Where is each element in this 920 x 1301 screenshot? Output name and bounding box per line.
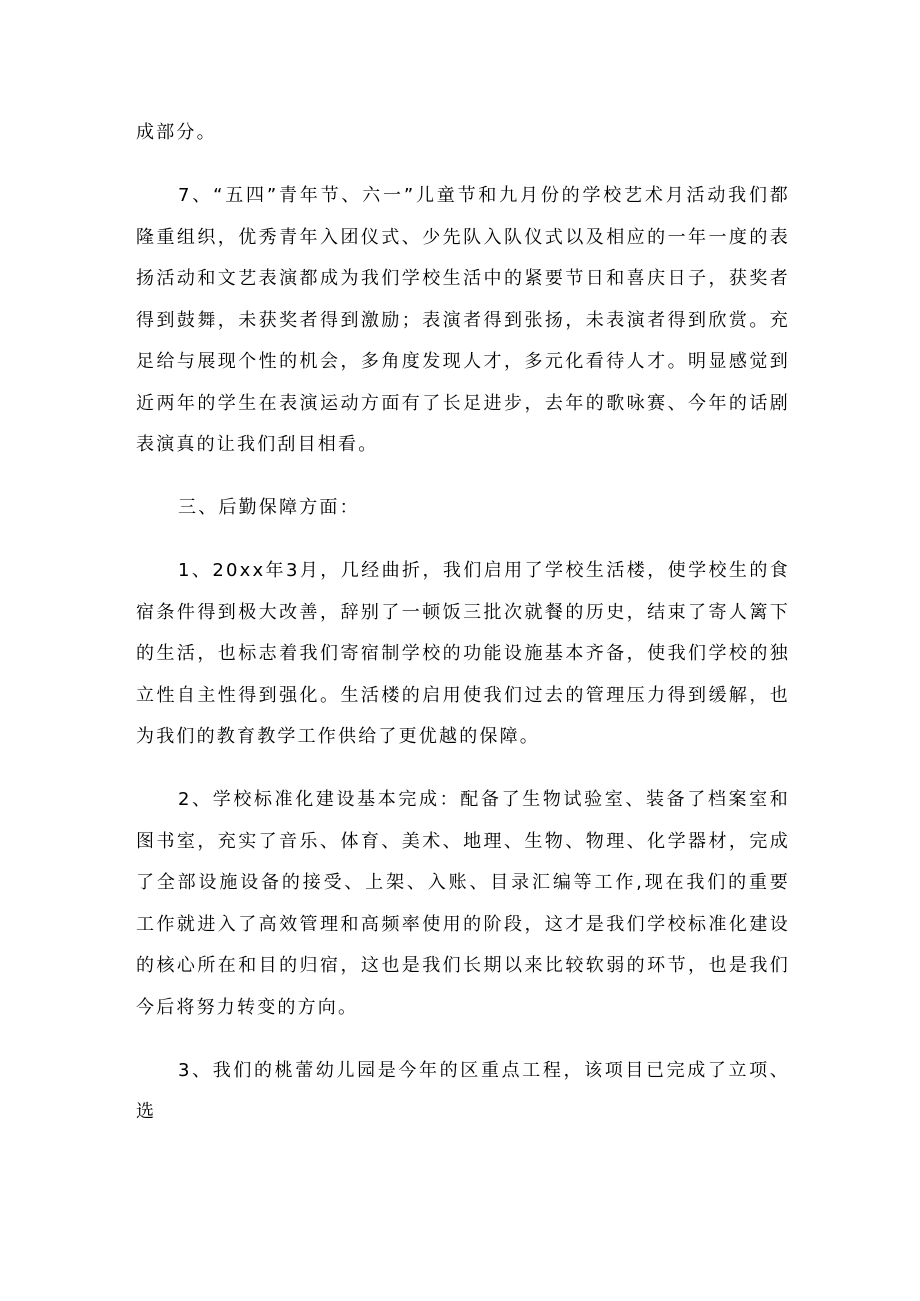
paragraph-item-1: 1、20xx年3月，几经曲折，我们启用了学校生活楼，使学校生的食宿条件得到极大改善，辞别了一顿饭三批次就餐的历史，结束了寄人篱下的生活，也标志着我们寄宿制学校的功能设施基本齐备，使我们学校的独立性自主性得到强化。生活楼的启用使我们过去的管理压力得到缓解，也为我们的教育教学工作供给了更优越的保障。 (136, 560, 790, 747)
paragraph-item-3: 3、我们的桃蕾幼儿园是今年的区重点工程，该项目已完成了立项、选 (136, 1059, 790, 1122)
paragraph-continuation: 成部分。 (136, 122, 217, 143)
section-heading-logistics: 三、后勤保障方面： (178, 497, 360, 518)
paragraph-item-2: 2、学校标准化建设基本完成：配备了生物试验室、装备了档案室和图书室，充实了音乐、体育、美术、地理、生物、物理、化学器材，完成了全部设施设备的接受、上架、入账、目录汇编等工作,现在我们的重要工作就进入了高效管理和高频率使用的阶段，这才是我们学校标准化建设的核心所在和目的归宿，这也是我们长期以来比较软弱的环节，也是我们今后将努力转变的方向。 (136, 789, 790, 1018)
paragraph-item-7: 7、“五四”青年节、六一”儿童节和九月份的学校艺术月活动我们都隆重组织，优秀青年入团仪式、少先队入队仪式以及相应的一年一度的表扬活动和文艺表演都成为我们学校生活中的紧要节日和喜庆日子，获奖者得到鼓舞，未获奖者得到激励；表演者得到张扬，未表演者得到欣赏。充足给与展现个性的机会，多角度发现人才，多元化看待人才。明显感觉到近两年的学生在表演运动方面有了长足进步，去年的歌咏赛、今年的话剧表演真的让我们刮目相看。 (136, 185, 790, 455)
document-body (136, 112, 790, 1154)
